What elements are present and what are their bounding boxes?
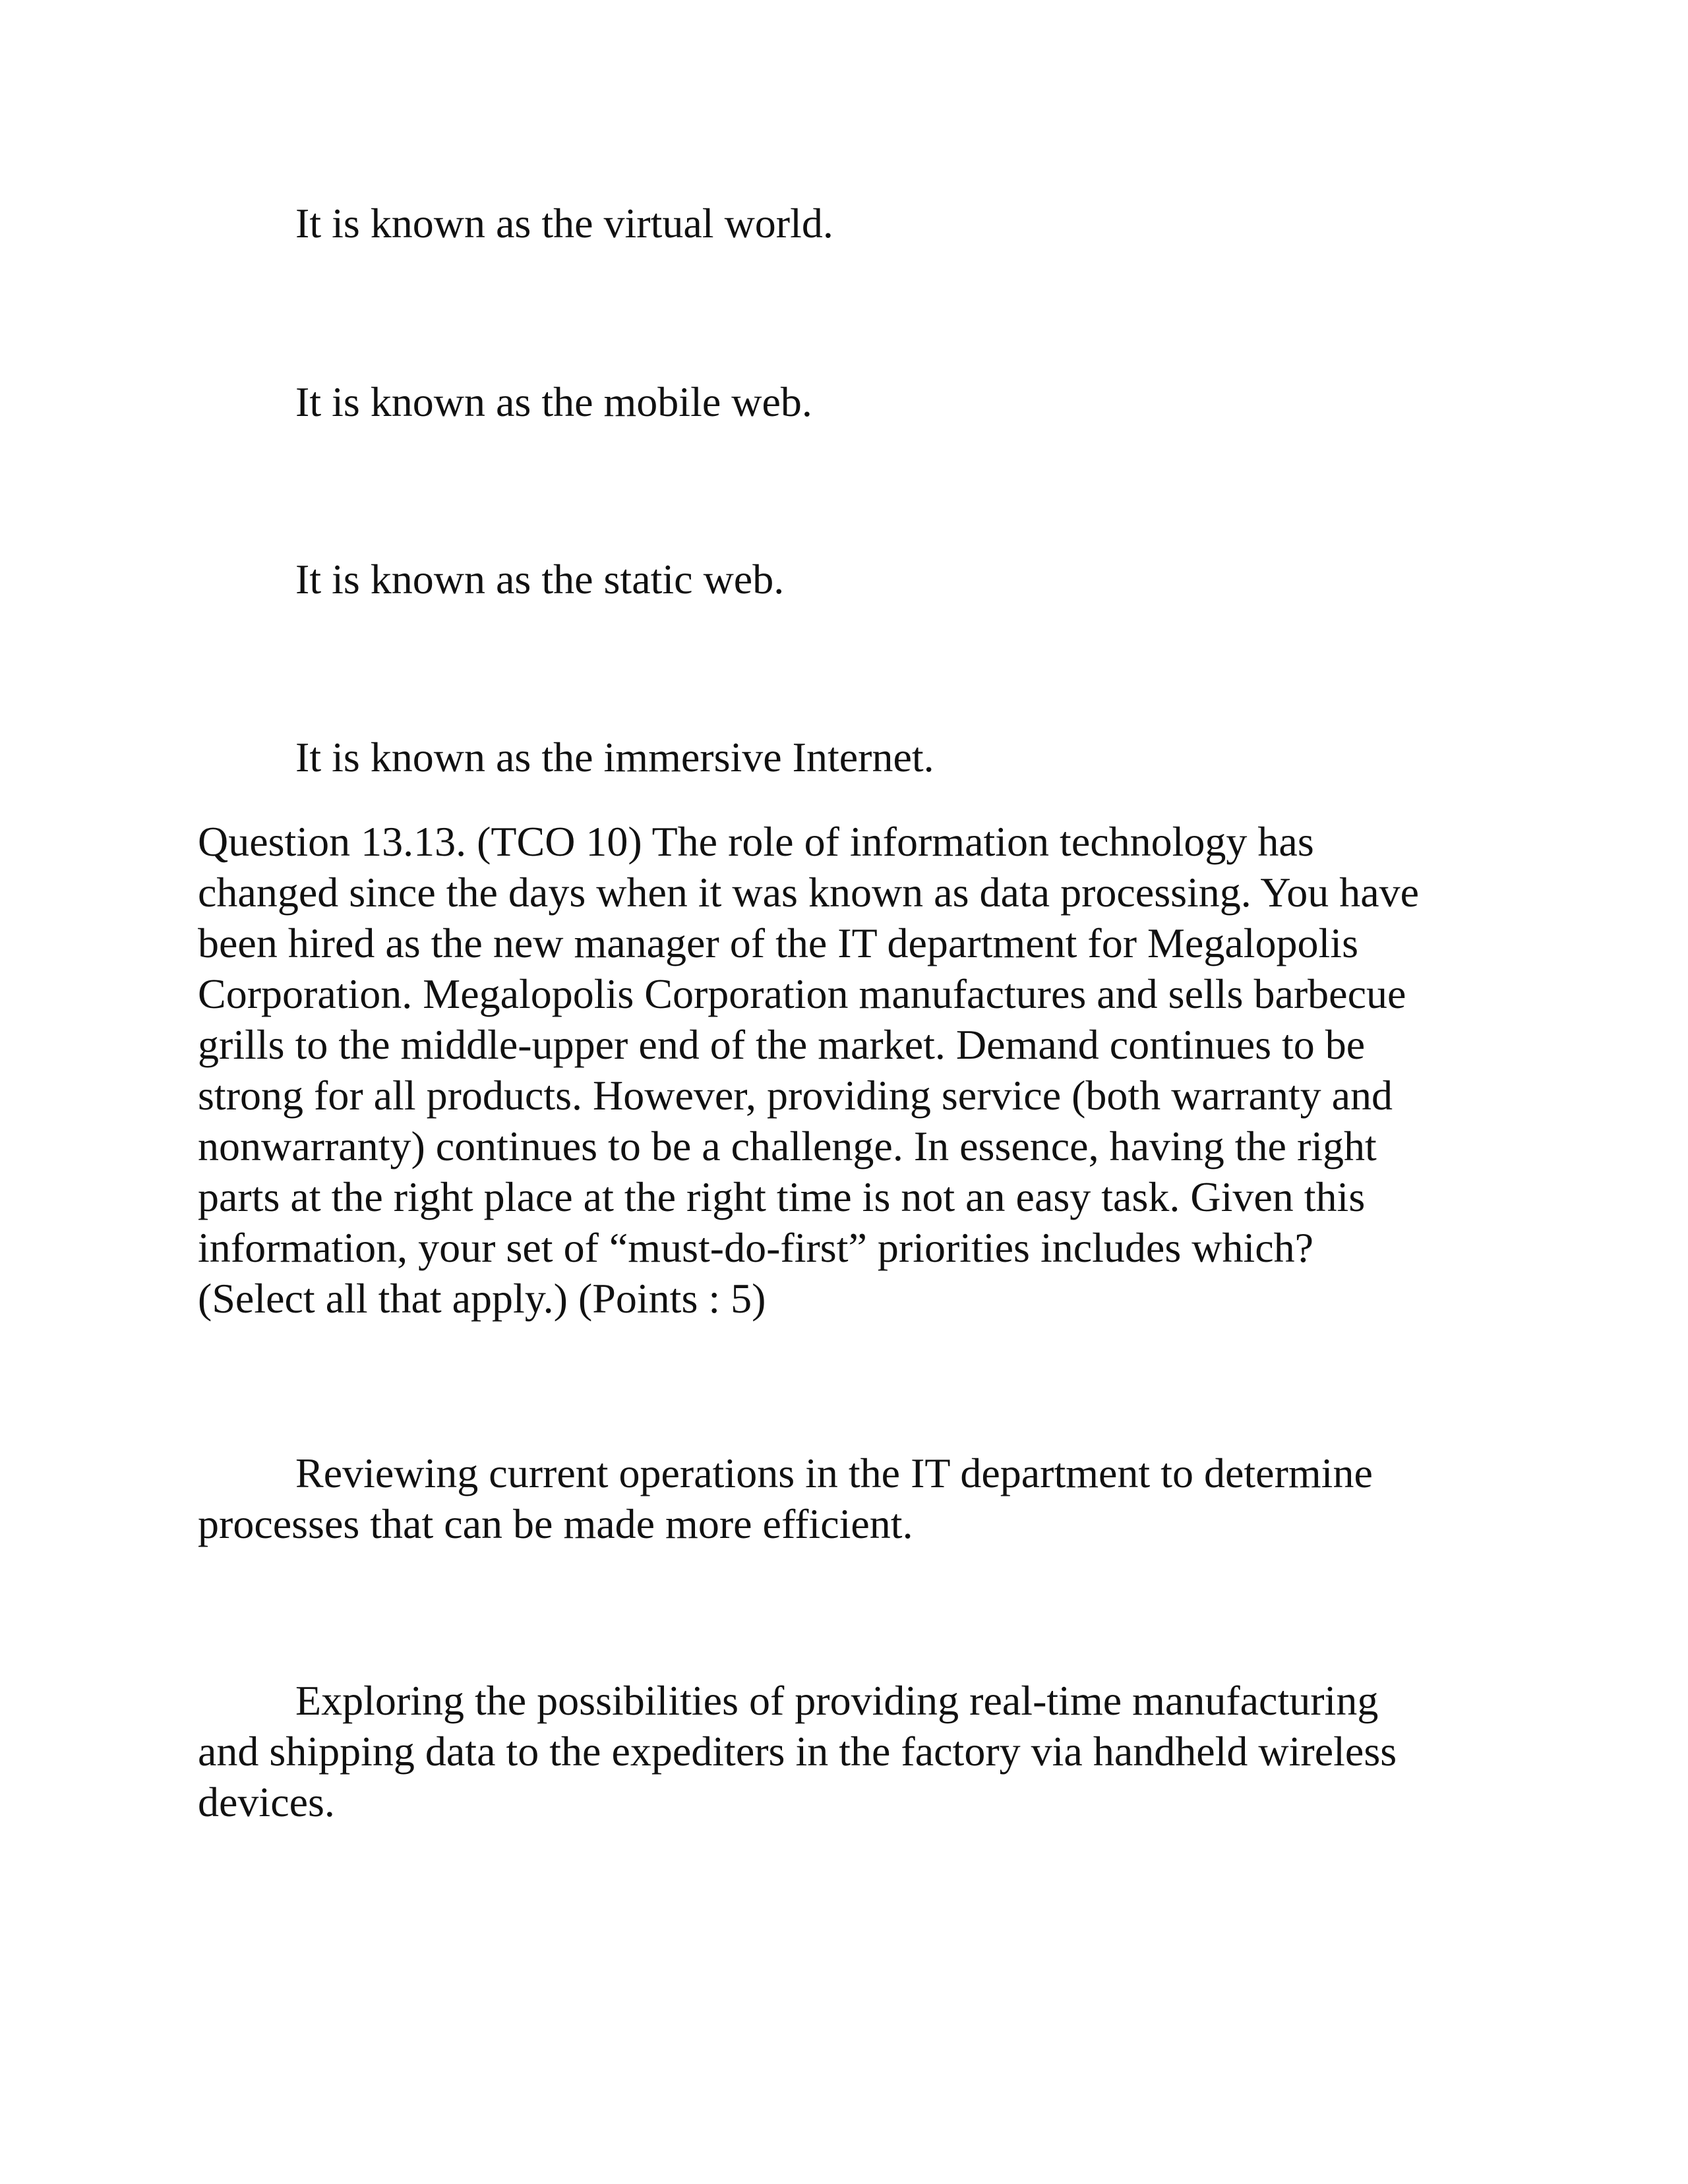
- answer-option-immersive-internet[interactable]: It is known as the immersive Internet.: [295, 734, 934, 781]
- answer-option-line: Exploring the possibilities of providing real-time manufacturing: [295, 1677, 1379, 1724]
- question-line: been hired as the new manager of the IT department for Megalopolis: [198, 920, 1358, 966]
- question-line: nonwarranty) continues to be a challenge. In essence, having the right: [198, 1123, 1377, 1169]
- answer-option-real-time-data[interactable]: [198, 1675, 1490, 1827]
- answer-option-static-web[interactable]: It is known as the static web.: [295, 556, 785, 603]
- question-line: information, your set of “must-do-first” priorities includes which?: [198, 1224, 1314, 1271]
- answer-option-line: processes that can be made more efficient.: [198, 1500, 913, 1547]
- question-line: Corporation. Megalopolis Corporation manufactures and sells barbecue: [198, 970, 1406, 1017]
- question-text: [198, 816, 1490, 1324]
- question-line: changed since the days when it was known as data processing. You have: [198, 869, 1420, 916]
- question-line: grills to the middle-upper end of the market. Demand continues to be: [198, 1021, 1366, 1068]
- answer-option-line: Reviewing current operations in the IT department to determine: [295, 1450, 1373, 1496]
- question-line: strong for all products. However, providing service (both warranty and: [198, 1072, 1393, 1119]
- question-line: Question 13.13. (TCO 10) The role of information technology has: [198, 818, 1314, 865]
- answer-option-review-operations[interactable]: [198, 1448, 1490, 1549]
- answer-option-mobile-web[interactable]: It is known as the mobile web.: [295, 378, 812, 425]
- question-line: (Select all that apply.) (Points : 5): [198, 1275, 766, 1322]
- answer-option-line: devices.: [198, 1779, 335, 1825]
- question-line: parts at the right place at the right time is not an easy task. Given this: [198, 1173, 1366, 1220]
- answer-option-virtual-world[interactable]: It is known as the virtual world.: [295, 200, 833, 247]
- answer-option-line: and shipping data to the expediters in the factory via handheld wireless: [198, 1728, 1397, 1775]
